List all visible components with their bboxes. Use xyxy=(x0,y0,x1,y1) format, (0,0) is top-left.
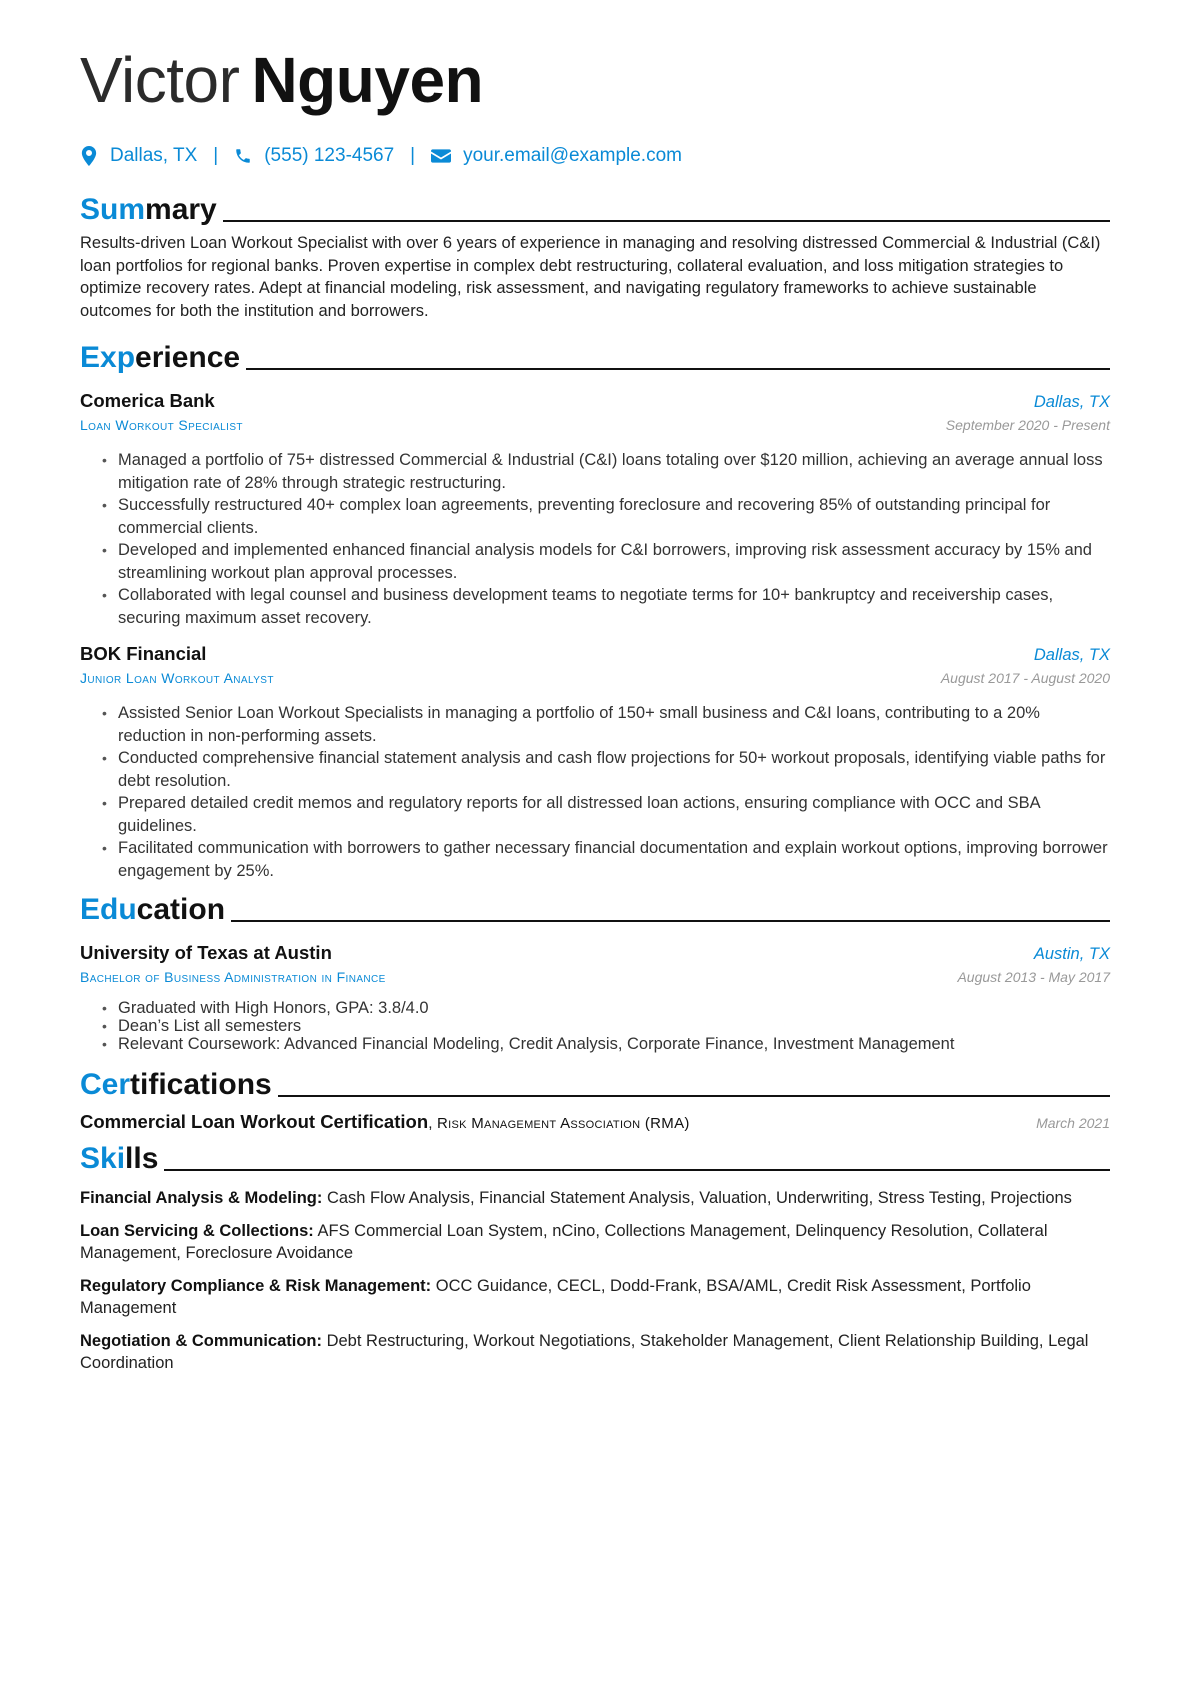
title-rest: cation xyxy=(136,893,226,926)
skill-category: Financial Analysis & Modeling: xyxy=(80,1189,323,1207)
skill-values: OCC Guidance, CECL, Dodd-Frank, BSA/AML, Credit Risk Assessment, Portfolio Management xyxy=(80,1276,1031,1317)
education-bullets xyxy=(80,999,1110,1053)
skill-values: AFS Commercial Loan System, nCino, Collections Management, Delinquency Resolution, Collateral Management, Foreclosure Avoidance xyxy=(80,1221,1048,1262)
list-item: • Dean’s List all semesters xyxy=(118,1017,1110,1035)
degree: Bachelor of Business Administration in Finance xyxy=(80,969,386,985)
list-item: • Facilitated communication with borrowers to gather necessary financial documentation and explain workout options, improving borrower engagement by 25%. xyxy=(118,837,1110,882)
section-rule xyxy=(223,220,1110,222)
experience-section xyxy=(80,336,1110,882)
job-entry xyxy=(80,641,1110,882)
map-pin-icon xyxy=(80,146,98,166)
title-rest: erience xyxy=(135,341,241,374)
certifications-section xyxy=(80,1063,1110,1133)
job-title: Loan Workout Specialist xyxy=(80,417,243,433)
skill-row xyxy=(80,1220,1110,1265)
skill-values: Cash Flow Analysis, Financial Statement Analysis, Valuation, Underwriting, Stress Testing, Projections xyxy=(326,1189,1072,1207)
school-location: Austin, TX xyxy=(1033,945,1110,963)
experience-heading xyxy=(80,336,1110,376)
skill-row xyxy=(80,1187,1110,1210)
education-dates: August 2013 - May 2017 xyxy=(957,969,1110,985)
certification-comma: , xyxy=(428,1115,433,1132)
list-item: • Relevant Coursework: Advanced Financial Modeling, Credit Analysis, Corporate Finance, Investment Management xyxy=(118,1035,1110,1053)
certification-item xyxy=(80,1111,1110,1133)
certification-name: Commercial Loan Workout Certification xyxy=(80,1111,429,1132)
title-accent: Edu xyxy=(80,893,137,926)
job-location: Dallas, TX xyxy=(1033,646,1110,664)
job-subheader-row xyxy=(80,668,1110,688)
title-rest: mary xyxy=(145,193,217,226)
contact-phone[interactable] xyxy=(234,145,394,167)
list-item: • Collaborated with legal counsel and business development teams to negotiate terms for 10+ bankruptcy and receivership cases, securing maximum asset recovery. xyxy=(118,584,1110,629)
list-item: • Graduated with High Honors, GPA: 3.8/4.0 xyxy=(118,999,1110,1017)
skills-heading xyxy=(80,1137,1110,1177)
section-rule xyxy=(164,1169,1110,1171)
title-accent: Ski xyxy=(80,1142,126,1175)
job-subheader-row xyxy=(80,415,1110,435)
skill-row xyxy=(80,1275,1110,1320)
last-name: Nguyen xyxy=(251,44,484,116)
section-title xyxy=(80,192,217,228)
job-header-row xyxy=(80,641,1110,668)
section-title xyxy=(80,340,240,376)
education-section xyxy=(80,888,1110,1053)
contact-bar xyxy=(80,142,1110,170)
candidate-name xyxy=(80,40,1110,120)
first-name: Victor xyxy=(80,44,240,116)
certification-date: March 2021 xyxy=(1036,1115,1110,1131)
skill-category: Regulatory Compliance & Risk Management: xyxy=(80,1276,432,1295)
section-title xyxy=(80,1141,158,1177)
location-text: Dallas, TX xyxy=(110,145,198,166)
list-item: • Conducted comprehensive financial statement analysis and cash flow projections for 50+ workout proposals, identifying viable paths for debt resolution. xyxy=(118,747,1110,792)
email-link[interactable]: your.email@example.com xyxy=(463,145,682,166)
skill-category: Negotiation & Communication: xyxy=(80,1331,322,1350)
contact-location xyxy=(80,145,197,167)
section-rule xyxy=(278,1095,1110,1097)
title-accent: Sum xyxy=(80,193,146,226)
contact-separator: | xyxy=(410,145,416,166)
section-title xyxy=(80,1067,272,1103)
title-rest: tifications xyxy=(130,1068,272,1101)
contact-email[interactable] xyxy=(431,145,682,167)
list-item: • Managed a portfolio of 75+ distressed Commercial & Industrial (C&I) loans totaling over $120 million, achieving an average annual loss mitigation rate of 28% through strategic restructuring. xyxy=(118,449,1110,494)
list-item: • Successfully restructured 40+ complex loan agreements, preventing foreclosure and recovering 85% of outstanding principal for commercial clients. xyxy=(118,494,1110,539)
summary-section xyxy=(80,188,1110,322)
education-subheader-row xyxy=(80,967,1110,987)
job-dates: September 2020 - Present xyxy=(945,417,1110,433)
list-item: • Developed and implemented enhanced financial analysis models for C&I borrowers, improving risk assessment accuracy by 15% and streamlining workout plan approval processes. xyxy=(118,539,1110,584)
phone-text[interactable]: (555) 123-4567 xyxy=(264,145,395,166)
section-rule xyxy=(246,368,1110,370)
school-name: University of Texas at Austin xyxy=(80,942,332,963)
education-header-row xyxy=(80,940,1110,967)
skills-section xyxy=(80,1137,1110,1375)
job-bullets xyxy=(80,449,1110,629)
skill-values: Debt Restructuring, Workout Negotiations, Stakeholder Management, Client Relationship Building, Legal Coordination xyxy=(80,1331,1089,1372)
job-bullets xyxy=(80,702,1110,882)
skill-row xyxy=(80,1330,1110,1375)
job-location: Dallas, TX xyxy=(1033,393,1110,411)
certifications-heading xyxy=(80,1063,1110,1103)
list-item: • Assisted Senior Loan Workout Specialists in managing a portfolio of 150+ small business and C&I loans, contributing to a 20% reduction in non-performing assets. xyxy=(118,702,1110,747)
contact-separator: | xyxy=(213,145,219,166)
list-item: • Prepared detailed credit memos and regulatory reports for all distressed loan actions, ensuring compliance with OCC and SBA guidelines. xyxy=(118,792,1110,837)
title-accent: Exp xyxy=(80,341,136,374)
summary-text: Results-driven Loan Workout Specialist with over 6 years of experience in managing and resolving distressed Commercial & Industrial (C&I) loan portfolios for regional banks. Proven expertise in complex debt restructuring, collateral evaluation, and loss mitigation strategies to optimize recovery rates. Adept at financial modeling, risk assessment, and navigating regulatory frameworks to achieve sustainable outcomes for both the institution and borrowers. xyxy=(80,234,1101,320)
section-rule xyxy=(231,920,1110,922)
skill-category: Loan Servicing & Collections: xyxy=(80,1221,314,1240)
summary-heading xyxy=(80,188,1110,228)
certification-text xyxy=(80,1111,690,1133)
title-rest: lls xyxy=(125,1142,159,1175)
job-title: Junior Loan Workout Analyst xyxy=(80,670,274,686)
company-name: Comerica Bank xyxy=(80,390,215,411)
education-heading xyxy=(80,888,1110,928)
job-entry xyxy=(80,388,1110,629)
title-accent: Cer xyxy=(80,1068,131,1101)
job-dates: August 2017 - August 2020 xyxy=(940,670,1110,686)
phone-icon xyxy=(234,146,252,166)
envelope-icon xyxy=(431,146,451,166)
company-name: BOK Financial xyxy=(80,643,207,664)
job-header-row xyxy=(80,388,1110,415)
certification-issuer: Risk Management Association (RMA) xyxy=(437,1115,690,1132)
section-title xyxy=(80,892,225,928)
education-entry xyxy=(80,940,1110,1053)
